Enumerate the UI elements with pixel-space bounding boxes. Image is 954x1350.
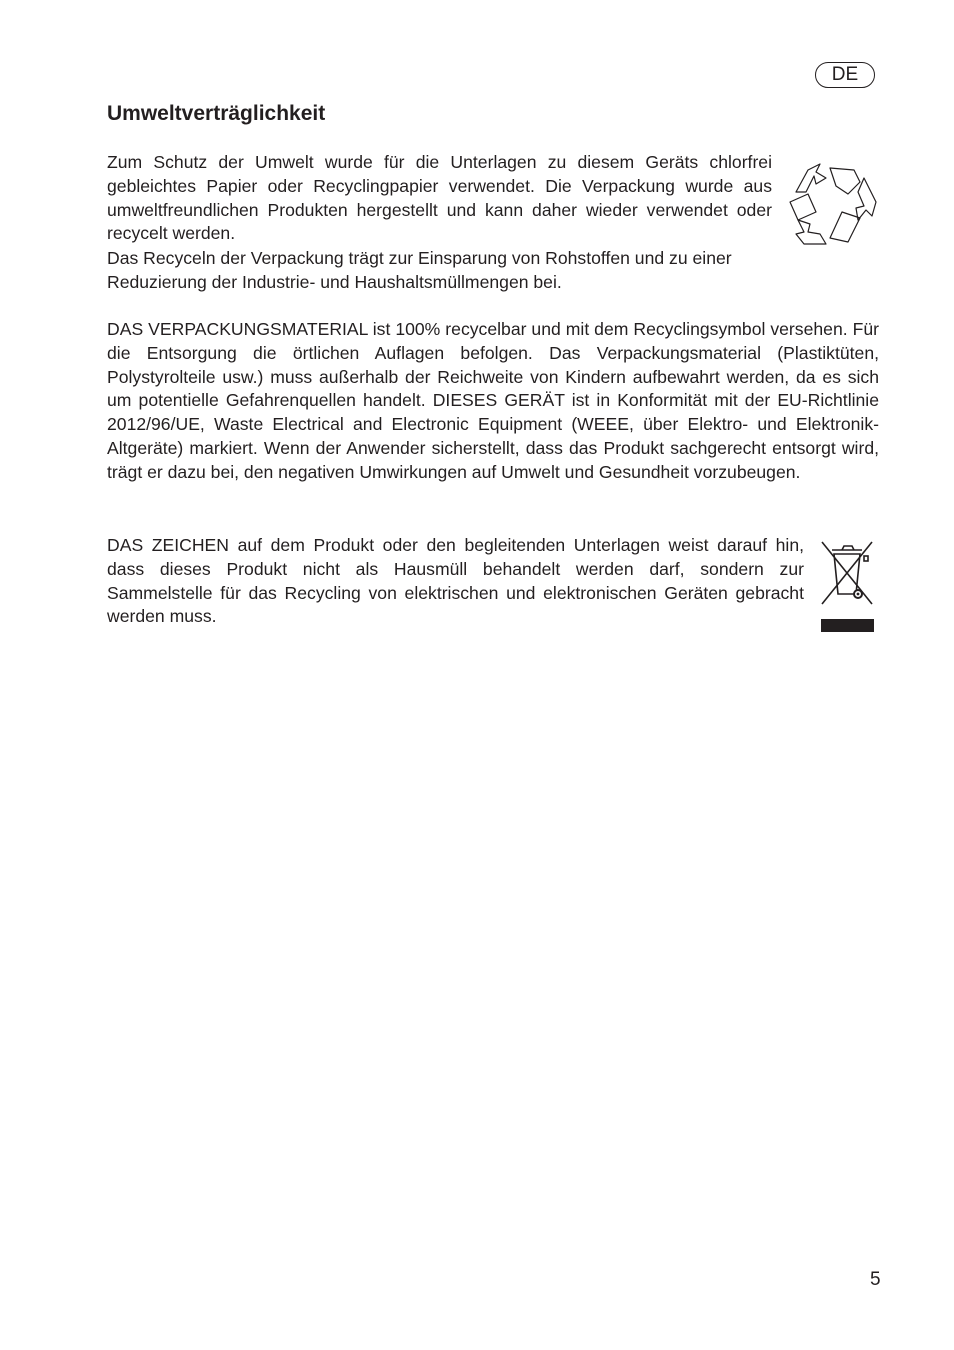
paragraph-recycling-benefits: Das Recyceln der Verpackung trägt zur Einsparung von Rohstoffen und zu einer Reduzierung der Industrie- und Haushaltsmüllmengen bei. xyxy=(107,248,732,292)
paragraph-packaging-material: DAS VERPACKUNGSMATERIAL ist 100% recycelbar und mit dem Recyclingsymbol versehen. Für die Entsorgung die örtlichen Auflagen befolgen. Das Verpackungsmaterial (Plastiktüten, Polystyrolteile usw.) muss außerhalb der Reichweite von Kindern aufbewahrt werden, da es sich um potentielle Gefahrenquellen handelt. DIESES GERÄT ist in Konformität mit der EU-Richtlinie 2012/96/UE, Waste Electrical and Electronic Equipment (WEEE, über Elektro- und Elektronik-Altgeräte) markiert. Wenn der Anwender sicherstellt, dass das Produkt sachgerecht entsorgt wird, trägt er dazu bei, den negativen Umwirkungen auf Umwelt und Gesundheit vorzubeugen. xyxy=(107,319,879,482)
paragraph-weee-symbol: DAS ZEICHEN auf dem Produkt oder den begleitenden Unterlagen weist darauf hin, dass dieses Produkt nicht als Hausmüll behandelt werden darf, sondern zur Sammelstelle für das Recycling von elektrischen und elektronischen Geräten gebracht werden muss. xyxy=(107,535,804,627)
recycle-icon xyxy=(786,154,880,250)
section-title: Umweltverträglichkeit xyxy=(107,102,326,125)
crossed-out-bin-icon xyxy=(818,536,876,634)
language-badge: DE xyxy=(815,62,875,88)
page-number: 5 xyxy=(870,1269,881,1290)
paragraph-paper-packaging: Zum Schutz der Umwelt wurde für die Unterlagen zu diesem Geräts chlorfrei gebleichtes Papier oder Recyclingpapier verwendet. Die Verpackung wurde aus umweltfreundlichen Produkten hergestellt und kann daher wieder verwendet oder recycelt werden. xyxy=(107,152,772,244)
